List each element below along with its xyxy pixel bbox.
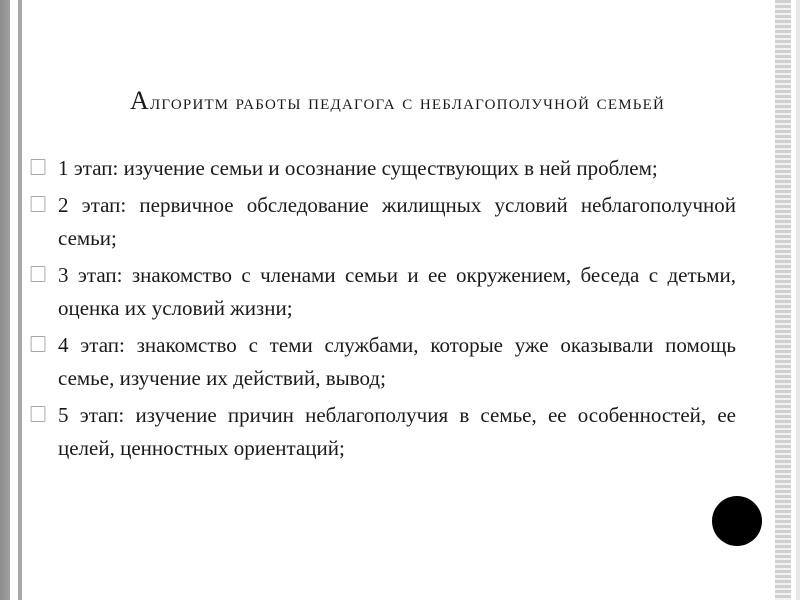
square-bullet-icon: ⃞: [30, 160, 47, 177]
list-item-text: 3 этап: знакомство с членами семьи и ее окружением, беседа с детьми, оценка их условий жизни;: [58, 263, 736, 320]
list-item: [30, 152, 736, 185]
list-item-text: 4 этап: знакомство с теми службами, которые уже оказывали помощь семье, изучение их действий, вывод;: [58, 333, 736, 390]
right-edge: [796, 0, 800, 600]
list-item: [30, 399, 736, 465]
list-item: [30, 189, 736, 255]
square-bullet-icon: ⃞: [30, 337, 47, 354]
square-bullet-icon: ⃞: [30, 267, 47, 284]
stage-list: [30, 152, 736, 469]
list-item-text: 5 этап: изучение причин неблагополучия в семье, ее особенностей, ее целей, ценностных ориентаций;: [58, 403, 736, 460]
list-item-text: 2 этап: первичное обследование жилищных условий неблагополучной семьи;: [58, 193, 736, 250]
list-item-text: 1 этап: изучение семьи и осознание существующих в ней проблем;: [58, 156, 658, 180]
title-initial: А: [130, 86, 150, 115]
slide-title: [40, 86, 755, 117]
title-rest: лгоритм работы педагога с неблагополучной семьей: [150, 90, 665, 114]
black-circle-decoration: [712, 496, 762, 546]
list-item: [30, 329, 736, 395]
right-decorative-stripe: [775, 0, 791, 600]
list-item: [30, 259, 736, 325]
square-bullet-icon: ⃞: [30, 407, 47, 424]
left-frame-line: [18, 0, 22, 600]
square-bullet-icon: ⃞: [30, 197, 47, 214]
left-frame-bar: [0, 0, 10, 600]
